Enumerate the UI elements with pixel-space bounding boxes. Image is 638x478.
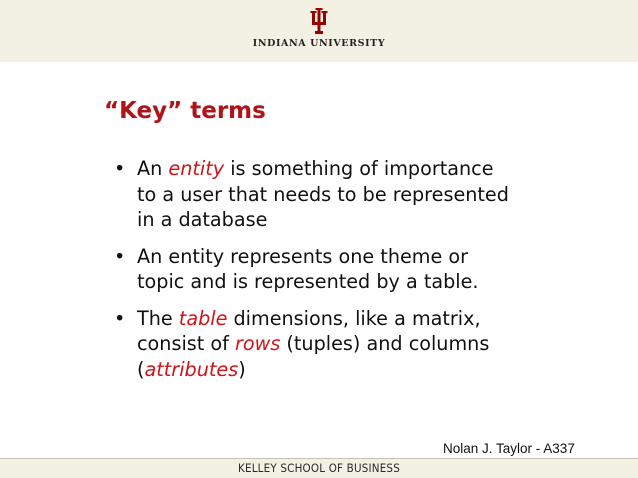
bullet-text: topic and is represented by a table. (137, 270, 479, 293)
bullet-text: The (137, 306, 179, 330)
bullet-text: An entity represents one theme or (137, 244, 469, 268)
author-credit: Nolan J. Taylor - A337 (443, 441, 575, 456)
bullet-text: An (137, 157, 169, 180)
keyword-table: table (178, 306, 228, 330)
bullet-text: consist of (137, 332, 235, 355)
bullet-marker: • (114, 157, 126, 180)
bullet-text: in a database (137, 208, 268, 231)
bullet-marker: • (114, 306, 126, 330)
bullet-text: ( (137, 357, 145, 381)
header-band (0, 0, 638, 62)
bullet-list (110, 156, 620, 393)
keyword-entity: entity (168, 157, 225, 180)
bullet-text: ) (238, 357, 246, 381)
keyword-attributes: attributes (144, 357, 239, 381)
footer-band: KELLEY SCHOOL OF BUSINESS (0, 459, 638, 478)
bullet-item (110, 244, 620, 295)
bullet-item (110, 156, 620, 233)
bullet-text: (tuples) and columns (280, 332, 490, 355)
bullet-marker: • (114, 244, 126, 268)
slide-title: “Key” terms (104, 98, 266, 124)
iu-trident-icon (310, 8, 328, 34)
bullet-text: is something of importance (224, 157, 494, 180)
institution-name: INDIANA UNIVERSITY (252, 38, 386, 49)
bullet-text: to a user that needs to be represented (137, 182, 509, 206)
keyword-rows: rows (235, 332, 281, 355)
bullet-text: dimensions, like a matrix, (227, 306, 481, 330)
bullet-item (110, 306, 620, 383)
